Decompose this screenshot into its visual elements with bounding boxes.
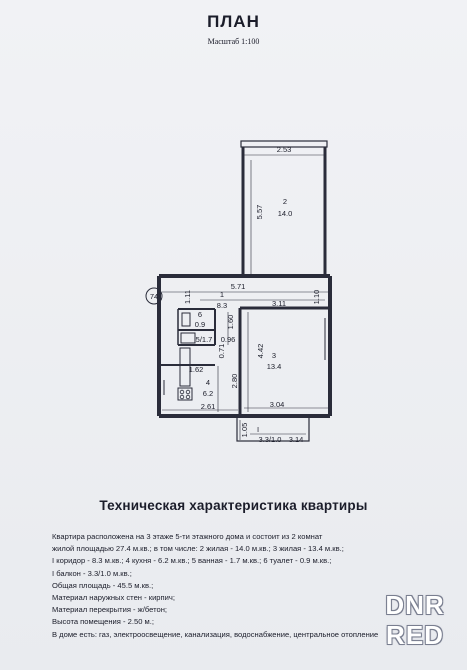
section-title: Техническая характеристика квартиры [99, 498, 368, 513]
toilet-fixture [182, 313, 190, 326]
dim-right-entry: 1.10 [312, 289, 321, 305]
watermark-line-1: DNR [385, 590, 445, 620]
spec-line: Материал наружных стен - кирпич; [52, 593, 175, 603]
watermark-logo [368, 590, 462, 654]
room1-area: 8.3 [216, 301, 228, 310]
room5-label: 5/1.7 [195, 335, 213, 344]
room2-area: 14.0 [277, 209, 293, 218]
room6-area: 0.9 [194, 320, 206, 329]
room4-number-area: 6.2 [202, 389, 214, 398]
dim-bath-width: 0.96 [220, 335, 236, 344]
dim-bottom-right: 3.04 [269, 400, 285, 409]
dim-toilet-width: 0.71 [217, 343, 226, 359]
dim-room3-depth: 4.42 [256, 343, 265, 359]
dim-kitchen-width: 1.62 [188, 365, 204, 374]
dim-room2-depth: 5.57 [255, 204, 264, 220]
room6-number: 6 [197, 310, 203, 319]
dim-room3-width: 3.11 [271, 299, 287, 308]
dim-bath-height: 1.60 [226, 314, 235, 330]
dim-left-entry: 1.11 [183, 289, 192, 305]
spec-line: Высота помещения - 2.50 м.; [52, 617, 154, 627]
room4-number: 4 [205, 378, 211, 387]
spec-line: жилой площадью 27.4 м.кв.; в том числе: 2 жилая - 14.0 м.кв.; 3 жилая - 13.4 м.кв.; [52, 544, 344, 554]
dim-balcony-width: 3.14 [288, 435, 304, 444]
plan-title: ПЛАН [207, 12, 260, 31]
entrance-number: 74 [149, 292, 159, 301]
balcony-number: I [256, 425, 260, 434]
spec-line: I балкон - 3.3/1.0 м.кв.; [52, 568, 132, 578]
dim-kitchen-depth: 2.80 [230, 373, 239, 389]
dim-top-width: 2.53 [276, 145, 292, 154]
room3-area: 13.4 [266, 362, 282, 371]
sink-fixture [181, 333, 195, 343]
spec-line: Материал перекрытия - ж/бетон; [52, 605, 168, 615]
spec-line: I коридор - 8.3 м.кв.; 4 кухня - 6.2 м.кв.; 5 ванная - 1.7 м.кв.; 6 туалет - 0.9 м.кв.; [52, 556, 332, 566]
dim-bottom-left: 2.61 [200, 402, 216, 411]
spec-line: Общая площадь - 45.5 м.кв.; [52, 580, 154, 590]
room3-number: 3 [271, 351, 277, 360]
watermark-line-2: RED [386, 620, 444, 650]
room2-number: 2 [282, 197, 288, 206]
dim-corridor-width: 5.71 [230, 282, 246, 291]
balcony-area: 3.3/1.0 [258, 435, 282, 444]
dim-balcony-depth: 1.05 [240, 422, 249, 438]
room1-number: 1 [219, 290, 225, 299]
spec-line: Квартира расположена на 3 этаже 5-ти этажного дома и состоит из 2 комнат [52, 532, 323, 541]
spec-line: В доме есть: газ, электроосвещение, канализация, водоснабжение, центральное отопление [52, 629, 379, 639]
stove [178, 388, 192, 400]
scale-label: Масштаб 1:100 [207, 37, 260, 46]
